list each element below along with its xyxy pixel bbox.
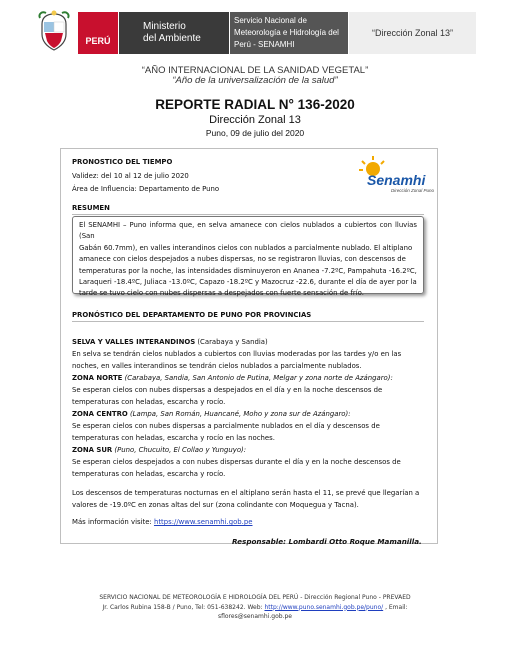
- resumen-line-4: temperaturas por la noche, las intensidades disminuyeron en Ananea -7.2ºC, Pampahuta -16.2ºC,: [79, 266, 417, 275]
- more-info-label: Más información visite:: [72, 518, 154, 526]
- ministry-line-2: del Ambiente: [143, 33, 201, 44]
- resumen-line-2: Gabán 60.7mm), en valles interandinos cielos con nublados a parcialmente nublado. El altiplano: [79, 243, 413, 252]
- report-title: REPORTE RADIAL N° 136-2020: [155, 97, 355, 112]
- report-place-date: Puno, 09 de julio del 2020: [205, 128, 305, 138]
- logo-name: Senamhi: [367, 172, 426, 188]
- service-label-box: [230, 12, 348, 54]
- peru-label-box: [78, 12, 118, 54]
- zone-label: “Dirección Zonal 13”: [371, 28, 454, 38]
- zone-label-box: [349, 12, 476, 54]
- pronostico-heading: PRONOSTICO DEL TIEMPO: [72, 158, 173, 166]
- descensos-line-2: valores de -19.0ºC en zonas altas del sur (zona colindante con Moquegua y Tacna).: [72, 501, 359, 509]
- descensos-line-1: Los descensos de temperaturas nocturnas en el altiplano serán hasta el 11, se prevé que llegarían a: [72, 489, 420, 497]
- centro-line-2: temperaturas con heladas, escarcha y rocío en las noches.: [72, 434, 275, 442]
- responsible-text: Responsable: Lombardi Otto Roque Mamanilla.: [232, 537, 422, 546]
- centro-line-1: Se esperan cielos con nubes dispersas a parcialmente nublados en el día y descensos de: [72, 422, 380, 430]
- area-text: Área de Influencia: Departamento de Puno: [72, 185, 220, 193]
- resumen-line-5: Laraqueri -18.4ºC, Juliaca -13.0ºC, Capazo -18.2ºC y Mazocruz -22.6, durante el día de ayer por la: [79, 278, 417, 287]
- selva-title-row: [72, 337, 268, 348]
- centro-places: (Lampa, San Román, Huancané, Moho y zona sur de Azángaro):: [127, 410, 351, 418]
- centro-title: ZONA CENTRO: [72, 410, 128, 418]
- service-line-3: Perú - SENAMHI: [234, 40, 295, 49]
- resumen-line-3: amanece con cielos despejados a nubes dispersas, no se registraron lluvias, con descensos de: [79, 255, 406, 264]
- peru-coat-of-arms-icon: [36, 10, 72, 52]
- sur-line-1: Se esperan cielos despejados a con nubes dispersas durante el día y en la noche descensos de: [72, 458, 401, 466]
- service-line-2: Meteorología e Hidrología del: [234, 28, 339, 37]
- footer: [60, 593, 450, 622]
- header-banner: [32, 8, 476, 54]
- sur-line-2: temperaturas con heladas, escarcha y rocío.: [72, 470, 226, 478]
- country-label: PERÚ: [85, 36, 111, 46]
- service-line-1: Servicio Nacional de: [234, 16, 307, 25]
- year-motto-2: “Año de la universalización de la salud”: [172, 75, 338, 86]
- validity-text: Validez: del 10 al 12 de julio 2020: [72, 172, 189, 180]
- footer-email: sflores@senamhi.gob.pe: [218, 613, 292, 620]
- ministry-label-box: [119, 12, 229, 54]
- norte-places: (Carabaya, Sandia, San Antonio de Putina, Melgar y zona norte de Azángaro):: [122, 374, 393, 382]
- ministry-line-1: Ministerio: [143, 21, 186, 32]
- resumen-line-6: tarde se tuvo cielo con nubes dispersas a despejados con fuerte sensación de frío.: [79, 289, 364, 298]
- norte-line-1: Se esperan cielos con nubes dispersas a despejados en el día y en la noche descensos de: [72, 386, 383, 394]
- footer-line-1: SERVICIO NACIONAL DE METEOROLOGÍA E HIDROLOGÍA DEL PERÚ - Dirección Regional Puno - PREVAED: [99, 594, 411, 601]
- resumen-line-1: El SENAMHI – Puno informa que, en selva amanece con cielos nublados a cubiertos con lluvias (San: [79, 221, 417, 241]
- norte-title-row: [72, 373, 393, 384]
- departamento-heading: PRONÓSTICO DEL DEPARTAMENTO DE PUNO POR PROVINCIAS: [72, 311, 312, 319]
- year-motto-1: “AÑO INTERNACIONAL DE LA SANIDAD VEGETAL”: [141, 65, 369, 76]
- more-info-row: [72, 517, 253, 528]
- centro-title-row: [72, 409, 351, 420]
- selva-places: (Carabaya y Sandia): [195, 338, 268, 346]
- sur-title-row: [72, 445, 246, 456]
- footer-line-2: [60, 603, 450, 613]
- resumen-heading: RESUMEN: [72, 204, 110, 212]
- sur-title: ZONA SUR: [72, 446, 113, 454]
- senamhi-logo: [357, 155, 437, 195]
- footer-email-label: , Email:: [383, 603, 408, 611]
- report-subtitle: Dirección Zonal 13: [209, 114, 301, 126]
- senamhi-website-link[interactable]: https://www.senamhi.gob.pe: [153, 518, 253, 526]
- selva-title: SELVA Y VALLES INTERANDINOS: [72, 338, 196, 346]
- footer-web-link[interactable]: http://www.puno.senamhi.gob.pe/puno/: [264, 603, 384, 611]
- selva-line-1: En selva se tendrán cielos nublados a cubiertos con lluvias moderadas por las tardes y/o en las: [72, 350, 402, 358]
- resumen-box: [72, 216, 424, 298]
- selva-line-2: noches, en valles interandinos se tendrán cielos nublados a parcialmente nublados.: [72, 362, 362, 370]
- footer-address: Jr. Carlos Rubina 158-B / Puno, Tel: 051-638242. Web:: [102, 603, 265, 611]
- departamento-divider: [72, 321, 424, 322]
- norte-title: ZONA NORTE: [72, 374, 123, 382]
- norte-line-2: temperaturas con heladas, escarcha y rocío.: [72, 398, 226, 406]
- logo-caption: Dirección Zonal Puno: [391, 188, 435, 193]
- sur-places: (Puno, Chucuito, El Collao y Yunguyo):: [112, 446, 247, 454]
- resumen-divider: [72, 214, 424, 215]
